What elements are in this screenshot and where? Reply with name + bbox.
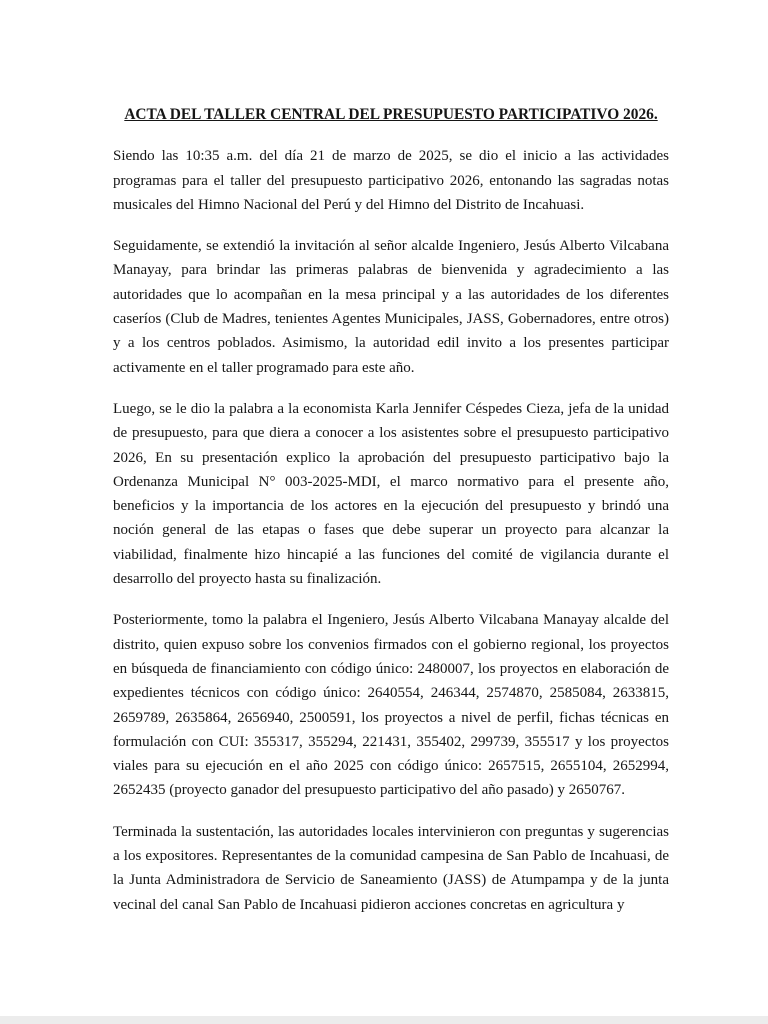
- paragraph-invitation: Seguidamente, se extendió la invitación al señor alcalde Ingeniero, Jesús Alberto Vilcabana Manayay, para brindar las primeras palabras de bienvenida y agradecimiento a las autoridades que lo acompañan en la mesa principal y a las autoridades de los diferentes caseríos (Club de Madres, tenientes Agentes Municipales, JASS, Gobernadores, entre otros) y a los centros poblados. Asimismo, la autoridad edil invito a los presentes participar activamente en el taller programado para este año.: [113, 238, 669, 376]
- paragraph-questions: Terminada la sustentación, las autoridades locales intervinieron con preguntas y sugerencias a los expositores. Representantes de la comunidad campesina de San Pablo de Incahuasi, de la Junta Administradora de Servicio de Saneamiento (JASS) de Atumpampa y de la junta vecinal del canal San Pablo de Incahuasi pidieron acciones concretas en agricultura y: [113, 823, 669, 913]
- document-title: ACTA DEL TALLER CENTRAL DEL PRESUPUESTO PARTICIPATIVO 2026.: [124, 106, 658, 123]
- document-body: [113, 103, 669, 917]
- paragraph-presentation: Luego, se le dio la palabra a la economista Karla Jennifer Céspedes Cieza, jefa de la unidad de presupuesto, para que diera a conocer a los asistentes sobre el presupuesto participativo 2026, En su presentación explico la aprobación del presupuesto participativo bajo la Ordenanza Municipal N° 003-2025-MDI, el marco normativo para el presente año, beneficios y la importancia de los actores en la ejecución del presupuesto y brindó una noción general de las etapas o fases que debe superar un proyecto para alcanzar la viabilidad, finalmente hizo hincapié a las funciones del comité de vigilancia durante el desarrollo del proyecto hasta su finalización.: [113, 400, 669, 588]
- page-bottom-edge: [0, 1016, 768, 1024]
- paragraph-opening: Siendo las 10:35 a.m. del día 21 de marzo de 2025, se dio el inicio a las actividades programas para el taller del presupuesto participativo 2026, entonando las sagradas notas musicales del Himno Nacional del Perú y del Himno del Distrito de Incahuasi.: [113, 148, 669, 213]
- paragraph-projects: Posteriormente, tomo la palabra el Ingeniero, Jesús Alberto Vilcabana Manayay alcalde del distrito, quien expuso sobre los convenios firmados con el gobierno regional, los proyectos en búsqueda de financiamiento con código único: 2480007, los proyectos en elaboración de expedientes técnicos con código único: 2640554, 246344, 2574870, 2585084, 2633815, 2659789, 2635864, 2656940, 2500591, los proyectos a nivel de perfil, fichas técnicas en formulación con CUI: 355317, 355294, 221431, 355402, 299739, 355517 y los proyectos viales para su ejecución en el año 2025 con código único: 2657515, 2655104, 2652994, 2652435 (proyecto ganador del presupuesto participativo del año pasado) y 2650767.: [113, 612, 669, 799]
